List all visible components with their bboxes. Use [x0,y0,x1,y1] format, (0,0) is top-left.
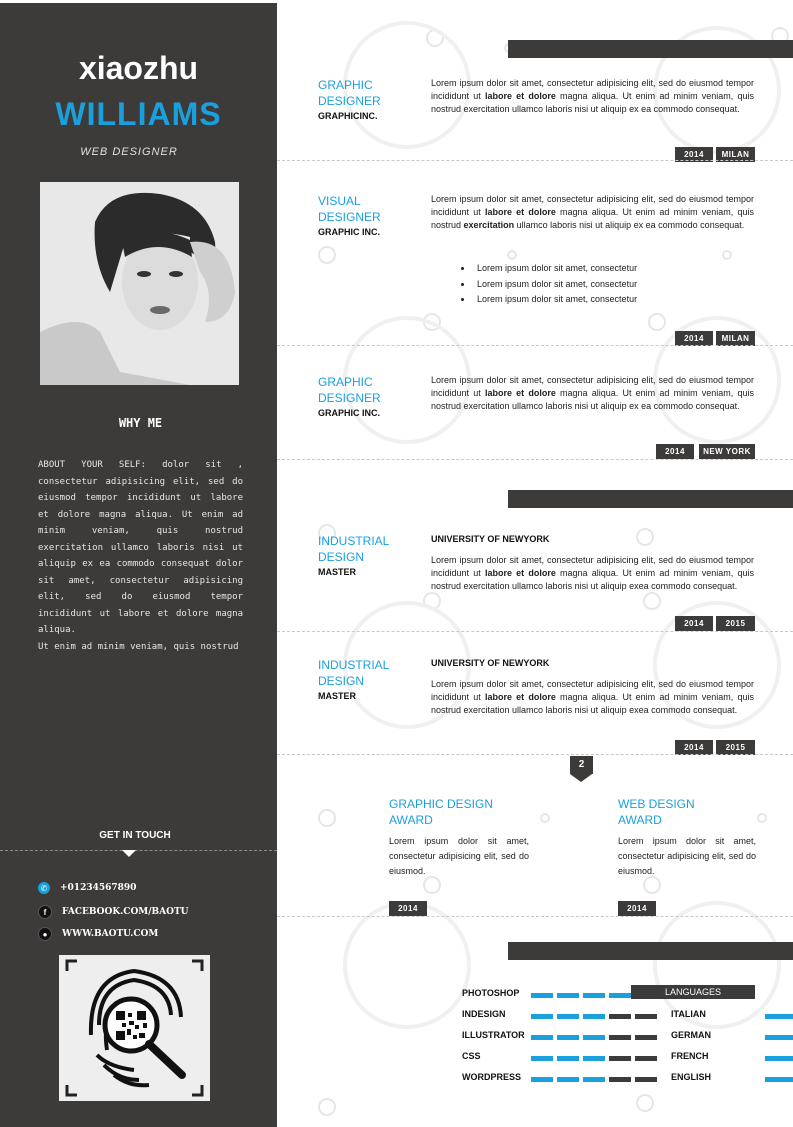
description-bold: labore et dolore [484,568,556,578]
description-text: Lorem ipsum dolor sit amet, consectetur adipisicing elit, sed do eiusmod tempor incididunt ut [431,78,754,101]
skill-level-segment [531,1035,553,1040]
skill-level-segment [609,1014,631,1019]
experience-item [318,374,418,418]
skill-level-segment [557,1035,579,1040]
education-item [318,657,418,701]
skill-level-segment [557,1056,579,1061]
awards-marker: 2 [570,756,593,774]
skill-level-segment [609,1077,631,1082]
job-title-line2: DESIGNER [318,94,381,108]
role-title: WEB DESIGNER [80,146,178,158]
description-text: Lorem ipsum dolor sit amet, consectetur adipisicing elit, sed do eiusmod tempor incididunt ut [431,375,754,398]
job-title-line1: GRAPHIC [318,375,373,389]
section-divider [277,160,793,161]
city-tag: MILAN [716,147,755,162]
degree-title-line2: DESIGN [318,674,365,688]
skill-name: WORDPRESS [462,1072,522,1082]
section-divider [277,345,793,346]
degree-title-line2: DESIGN [318,550,365,564]
profile-photo [40,182,239,385]
get-in-touch-divider [0,850,277,851]
skill-level-segment [583,993,605,998]
company-name: GRAPHICINC. [318,111,378,121]
education-description [431,678,754,717]
degree-level: MASTER [318,567,356,577]
award-item [618,796,756,879]
award-description: Lorem ipsum dolor sit amet, consectetur adipisicing elit, sed do eiusmod. [618,836,756,876]
description-text: Lorem ipsum dolor sit amet, consectetur adipisicing elit, sed do eiusmod tempor incididunt ut [431,194,754,217]
section-divider [277,754,793,755]
last-name: WILLIAMS [55,96,222,132]
experience-description [431,374,754,413]
skill-level-segment [583,1035,605,1040]
skill-level-segment [531,1014,553,1019]
experience-item [318,77,418,121]
skill-level-segment [557,1077,579,1082]
description-text: magna aliqua. Ut enim ad minim veniam, quis nostrud exercitation ullamco laboris nisi ut aliquip ex ea commodo consequat. [431,91,754,114]
language-level-segment [765,1014,793,1019]
section-divider [277,459,793,460]
skill-level-segment [531,993,553,998]
job-title-line2: DESIGNER [318,210,381,224]
language-name: GERMAN [671,1030,711,1040]
award-year-tag: 2014 [618,901,656,916]
city-tag: NEW YORK [699,444,755,459]
year-tag: 2014 [675,331,713,346]
experience-item [318,193,418,237]
description-bold: exercitation [463,220,515,230]
qr-code [59,955,210,1101]
description-bold: labore et dolore [484,692,556,702]
skill-name: CSS [462,1051,481,1061]
skills-header-bar [508,942,793,960]
description-text: Lorem ipsum dolor sit amet, consectetur adipisicing elit, sed do eiusmod tempor incididunt ut [431,679,754,702]
experience-description [431,77,754,116]
skill-name: INDESIGN [462,1009,506,1019]
about-paragraph: ABOUT YOUR SELF: dolor sit , consectetur adipisicing elit, sed do eiusmod tempor incididunt ut labore et dolore magna aliqua. Ut enim ad minim veniam, quis nostrud exercitation ullamco laboris nisi ut aliquip ex ea commodo consequat dolor sit amet, consectetur adipisicing elit, sed do eiusmod tempor incididunt ut labore et dolore magna aliqua. [38,460,243,635]
experience-header-bar [508,40,793,58]
facebook-link[interactable]: FACEBOOK.COM/BAOTU [62,907,189,917]
description-text: magna aliqua. Ut enim ad minim veniam, quis nostrud [431,207,754,230]
get-in-touch-heading: GET IN TOUCH [99,830,171,841]
year-end-tag: 2015 [716,740,755,755]
contact-facebook[interactable] [38,905,189,919]
skill-level-segment [531,1056,553,1061]
degree-level: MASTER [318,691,356,701]
experience-description [431,193,754,232]
bullet-item: • Lorem ipsum dolor sit amet, consectetur [473,261,637,277]
education-header-bar [508,490,793,508]
job-title-line1: GRAPHIC [318,78,373,92]
city-tag: MILAN [716,331,755,346]
skill-level-segment [635,1056,657,1061]
about-paragraph-2: Ut enim ad minim veniam, quis nostrud [38,641,239,652]
skill-name: ILLUSTRATOR [462,1030,525,1040]
language-name: FRENCH [671,1051,709,1061]
skill-level-segment [531,1077,553,1082]
language-name: ENGLISH [671,1072,712,1082]
skill-level-segment [609,993,631,998]
skill-name: PHOTOSHOP [462,988,520,998]
skill-level-segment [609,1035,631,1040]
facebook-icon: f [38,905,52,919]
skill-level-segment [583,1014,605,1019]
description-bold: labore et dolore [484,388,556,398]
language-name: ITALIAN [671,1009,706,1019]
degree-title-line1: INDUSTRIAL [318,534,390,548]
skill-level-segment [583,1056,605,1061]
year-start-tag: 2014 [675,740,713,755]
language-level-segment [765,1035,793,1040]
marker-arrow-icon [570,774,592,782]
bullet-item: • Lorem ipsum dolor sit amet, consectetur [473,292,637,308]
phone-number: +01234567890 [60,883,137,893]
why-me-heading: WHY ME [118,416,163,430]
company-name: GRAPHIC INC. [318,408,381,418]
globe-icon: ● [38,927,52,941]
experience-bullets [455,261,637,308]
award-title-line2: AWARD [389,813,433,827]
description-text: magna aliqua. Ut enim ad minim veniam, quis nostrud exercitation ullamco laboris nisi ut aliquip ex ea commodo consequat. [431,388,754,411]
skill-level-segment [557,993,579,998]
award-title-line1: WEB DESIGN [618,797,695,811]
award-description: Lorem ipsum dolor sit amet, consectetur adipisicing elit, sed do eiusmod. [389,836,529,876]
education-item [318,533,418,577]
job-title-line1: VISUAL [318,194,361,208]
award-year-tag: 2014 [389,901,427,916]
contact-website[interactable] [38,927,158,941]
description-text: Lorem ipsum dolor sit amet, consectetur adipisicing elit, sed do eiusmod tempor incididunt ut [431,555,754,578]
year-tag: 2014 [656,444,694,459]
job-title-line2: DESIGNER [318,391,381,405]
language-level-segment [765,1077,793,1082]
year-end-tag: 2015 [716,616,755,631]
description-bold: labore et dolore [484,207,556,217]
description-bold: labore et dolore [484,91,556,101]
skill-level-segment [635,1077,657,1082]
award-title-line2: AWARD [618,813,662,827]
languages-heading: LANGUAGES [631,985,755,999]
description-text: magna aliqua. Ut enim ad minim veniam, quis nostrud exercitation ullamco laboris nisi ut aliquip exea commodo consequat. [431,692,754,715]
language-level-segment [765,1056,793,1061]
school-name: UNIVERSITY OF NEWYORK [431,534,550,544]
award-item [389,796,529,879]
section-divider [277,631,793,632]
section-divider [277,916,793,917]
award-title-line1: GRAPHIC DESIGN [389,797,494,811]
skill-level-segment [635,1014,657,1019]
year-start-tag: 2014 [675,616,713,631]
description-text: ullamco laboris nisi ut aliquip ex ea commodo consequat. [516,220,745,230]
school-name: UNIVERSITY OF NEWYORK [431,658,550,668]
about-text [38,457,243,655]
year-tag: 2014 [675,147,713,162]
down-arrow-icon [122,850,136,857]
first-name: xiaozhu [78,50,199,86]
skill-level-segment [583,1077,605,1082]
website-link[interactable]: WWW.BAOTU.COM [62,929,159,939]
description-text: magna aliqua. Ut enim ad minim veniam, quis nostrud exercitation ullamco laboris nisi ut aliquip exea commodo consequat. [431,568,754,591]
skill-level-segment [609,1056,631,1061]
degree-title-line1: INDUSTRIAL [318,658,390,672]
education-description [431,554,754,593]
phone-icon: ✆ [38,882,50,894]
skill-level-segment [557,1014,579,1019]
contact-phone [38,882,136,894]
bullet-item: • Lorem ipsum dolor sit amet, consectetur [473,277,637,293]
company-name: GRAPHIC INC. [318,227,381,237]
skill-level-segment [635,1035,657,1040]
